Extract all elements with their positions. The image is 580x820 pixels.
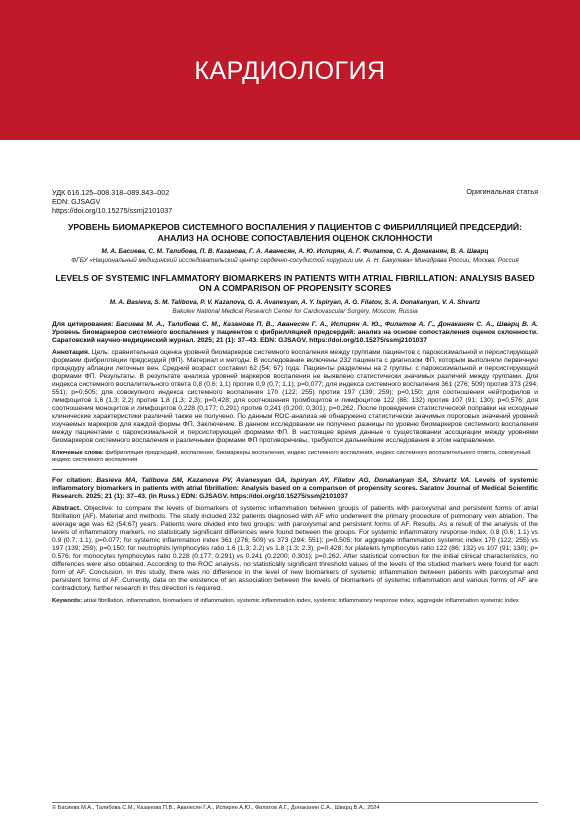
keywords-en xyxy=(52,598,538,605)
article-meta xyxy=(52,188,538,215)
citation-en-label: For citation: xyxy=(52,476,93,484)
citation-ru-authors: Басиева М. А., Талибова С. М., Казанова П. В., Аванесян Г. А., Испирян А. Ю., Филатов А. Г., Донаканян С. А., Шварц В. А. xyxy=(115,321,539,329)
citation-ru xyxy=(52,321,538,345)
section-banner xyxy=(0,0,580,140)
citation-ru-body: Уровень биомаркеров системного воспаления у пациентов с фибрилляцией предсердий: анализ на основе сопоставления оценок склонности. Саратовский научно-медицинский журнал. 2025; 21 (1): 37–43. EDN: GJSAGV. https://doi.org/10.15275/ssmj2101037 xyxy=(52,329,538,345)
abstract-ru-text: Цель: сравнительная оценка уровней биомаркеров системного воспаления между группами пациентов с пароксизмальной и персистирующей формами фибрилляции предсердий (ФП). Материал и методы. В исследование включены 232 пациента с диагнозом ФП, которым выполняли первичную процедуру аблации легочных вен. Средний возраст составил 62 (54; 67) года. Пациенты разделены на 2 группы: с пароксизмальной и персистирующей формами ФП. Результаты. В результате анализа уровней маркеров воспаления не выявлено статистически значимых различий между группами. Для индекса системного воспалительного ответа 0,8 (0,6; 1,1) против 0,9 (0,7; 1,1); p=0,077; для индекса системного воспаления 361 (276; 509) против 373 (294; 551); p=0,505; для совокупного индекса системного воспаления 170 (122; 255) против 197 (139; 259); p=0,150; для соотношения нейтрофилов и лимфоцитов 1,6 (1,3; 2,2) против 1,8 (1,3; 2,3); p=0,428; для соотношения тромбоцитов и лимфоцитов 122 (86; 132) против 107 (91; 130); p=0,576; для соотношения моноцитов и лимфоцитов 0,228 (0,177; 0,291) против 0,241 (0,200; 0,301); p=0,262. После проведения статистической поправки на исходные клинические характеристики различий также не получено. По данным ROC-анализа не обнаружено статистически значимых пороговых значений уровней изучаемых маркеров для каждой формы ФП. Заключение. В данном исследовании не получено разницы по уровню биомаркеров системного воспаления между пациентами с пароксизмальной и персистирующей формами ФП. В настоящее время данные о существовании ассоциации между уровнями биомаркеров системного воспаления и различными формами ФП противоречивы, требуются дальнейшие исследования в этом направлении. xyxy=(52,349,538,444)
citation-ru-label: Для цитирования: xyxy=(52,321,114,329)
abstract-en xyxy=(52,505,538,592)
english-block xyxy=(52,477,538,605)
article-title-ru: УРОВЕНЬ БИОМАРКЕРОВ СИСТЕМНОГО ВОСПАЛЕНИЯ У ПАЦИЕНТОВ С ФИБРИЛЛЯЦИЕЙ ПРЕДСЕРДИЙ: АНАЛИЗ НА ОСНОВЕ СОПОСТАВЛЕНИЯ ОЦЕНОК СКЛОННОСТИ xyxy=(68,222,522,243)
abstract-en-text: Objective: to compare the levels of biomarkers of systemic inflammation between groups of patients with paroxysmal and persistent forms of atrial fibrillation (AF). Material and methods. The study included 232 patients diagnosed with AF who underwent the primary procedure of pulmonary vein ablation. The average age was 62 (54;67) years. Patients were divided into two groups: with paroxysmal and persistent forms of AF. Results. As a result of the analysis of the levels of inflammatory markers, no statistically significant differences were found between the groups. For systemic inflammatory response index, 0.8 (0.6; 1.1) vs 0.9 (0.7; 1.1); p=0.077; for systemic inflammation index 361 (276; 509) vs 373 (294; 551); p=0.505; for aggregate inflammation systemic index 170 (122; 255) vs 197 (139; 259); p=0.150; for neutrophils lymphocytes ratio 1.6 (1.3; 2.2) vs 1.8 (1.3; 2.3); p=0.428; for platelets lymphocytes ratio 122 (86; 132) vs 107 (91; 130); p= 0.576; for monocytes lymphocytes ratio 0.228 (0.177; 0.291) vs 0.241 (0.2200; 0.301); p=0.262. After statistical correction for the initial clinical characteristics, no differences were also obtained. According to the ROC analysis, no statistically significant threshold values of the levels of the studied markers were found for each form of AF. Conclusion. In this study, there was no difference in the level of new biomarkers of systemic inflammation between patients with paroxysmal and persistent forms of AF. Currently, data on the existence of an association between the levels of biomarkers of systemic inflammation and various forms of AF are contradictory, further research in this direction is required. xyxy=(52,505,539,592)
citation-en-body: Levels of systemic inflammatory biomarkers in patients with atrial fibrillation: Analysis based on a comparison of propensity scores. Saratov Journal of Medical Scientific Research. 2025; 21 (1): 37–43. (In Russ.) EDN: GJSAGV. https://doi.org/10.15275/ssmj2101037 xyxy=(52,476,539,501)
keywords-ru-text: фибрилляция предсердий, воспаление, биомаркеры воспаления, индекс системного воспаления, индекс системного воспалительного ответа, совокупный индекс системного воспаления xyxy=(52,449,531,463)
abstract-ru-label: Аннотация. xyxy=(52,349,90,357)
citation-en xyxy=(52,477,538,501)
udk-code: УДК 616.125–008.318–089.843–002 xyxy=(52,188,170,197)
keywords-en-text: atrial fibrillation, inflammation, biomarkers of inflammation, systemic inflammation index, systemic inflammatory response index, aggregate inflammation systemic index xyxy=(83,597,519,604)
abstract-en-label: Abstract. xyxy=(52,505,81,513)
authors-en: M. A. Basieva, S. M. Talibova, P. V. Kazanova, G. A. Avanesyan, A. Y. Ispiryan, A. G. Filatov, S. A. Donakanyan, V. A. Shvartz xyxy=(109,298,481,306)
section-divider xyxy=(52,469,538,470)
doi-link[interactable]: https://doi.org/10.15275/ssmj2101037 xyxy=(52,206,173,215)
affiliation-ru: ФГБУ «Национальный медицинский исследовательский центр сердечно-сосудистой хирургии им. А. Н. Бакулева» Минздрава России, Москва, Россия xyxy=(71,257,519,264)
abstract-ru xyxy=(52,349,538,444)
section-title: КАРДИОЛОГИЯ xyxy=(194,57,386,85)
affiliation-en: Bakulev National Medical Research Center for Cardiovascular Surgery, Moscow, Russia xyxy=(172,307,418,315)
article-type: Оригинальная статья xyxy=(466,187,538,196)
article-title-en: LEVELS OF SYSTEMIC INFLAMMATORY BIOMARKERS IN PATIENTS WITH ATRIAL FIBRILLATION: ANALYSIS BASED ON A COMPARISON OF PROPENSITY SCORES xyxy=(55,272,535,294)
authors-ru: М. А. Басиева, С. М. Талибова, П. В. Казанова, Г. А. Аванесян, А. Ю. Испирян, А. Г. Филатов, С. А. Донаканян, В. А. Шварц xyxy=(101,248,489,255)
keywords-ru xyxy=(52,450,538,464)
article-identifiers xyxy=(52,188,172,215)
citation-en-authors: Basieva MA, Talibova SM, Kazanova PV, Avanesyan GA, Ispiryan AY, Filatov AG, Donakanyan SA, Shvartz VA. xyxy=(96,476,472,484)
copyright-footer: © Басиева М.А., Талибова С.М., Казанова П.В., Аванесян Г.А., Испирян А.Ю., Филатов А.Г., Донаканян С.А., Шварц В.А., 2024 xyxy=(52,802,538,811)
keywords-en-label: Keywords: xyxy=(52,597,83,604)
keywords-ru-label: Ключевые слова: xyxy=(52,449,104,456)
article-page xyxy=(52,188,538,605)
edn-code: EDN: GJSAGV xyxy=(52,197,101,206)
